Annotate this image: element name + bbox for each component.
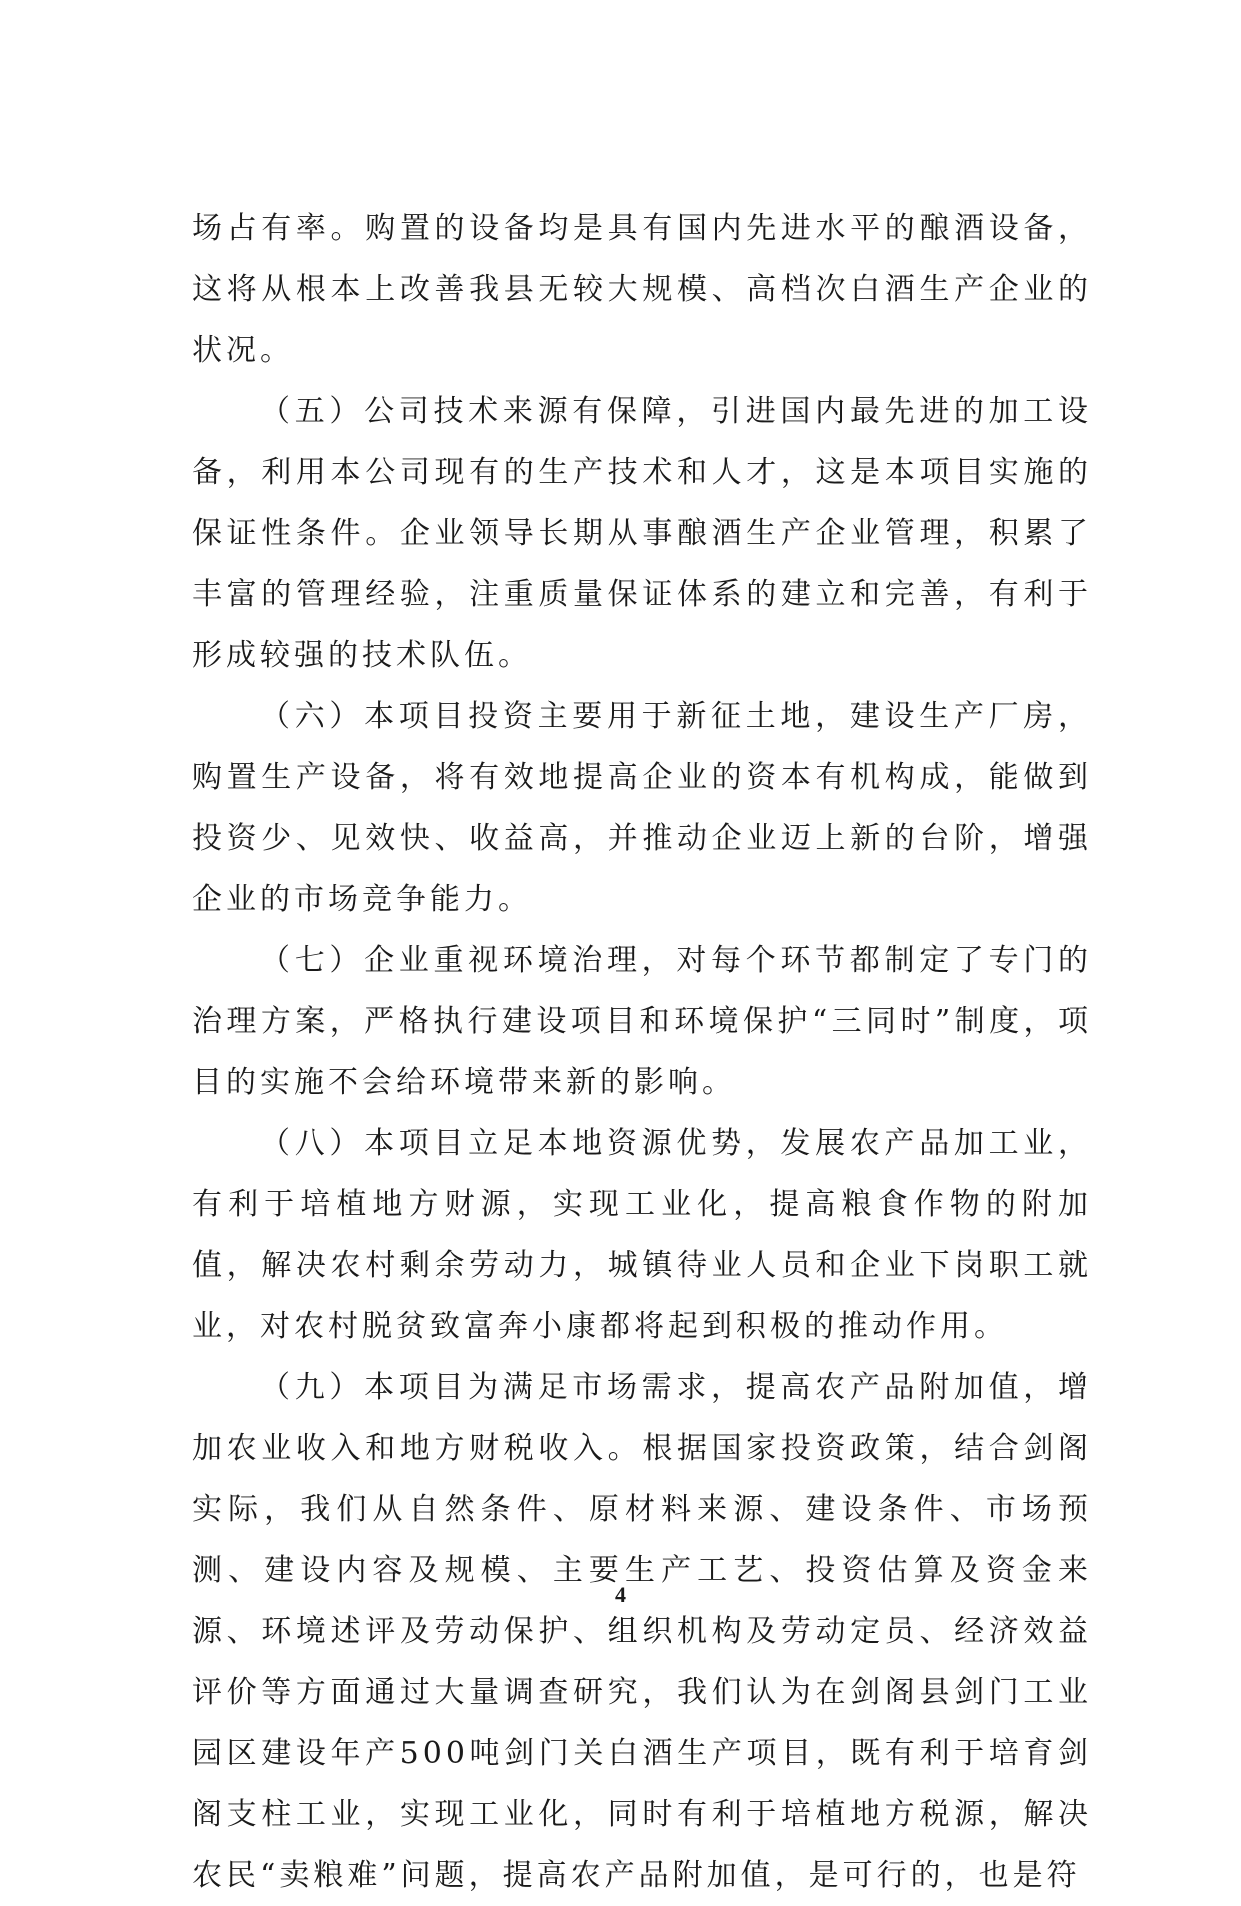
paragraph-item-5-technology: （五）公司技术来源有保障，引进国内最先进的加工设备，利用本公司现有的生产技术和人才，这是本项目实施的保证性条件。企业领导长期从事酿酒生产企业管理，积累了丰富的管理经验，注重质量保证体系的建立和完善，有利于形成较强的技术队伍。: [192, 394, 1092, 673]
paragraph-item-7-environment: （七）企业重视环境治理，对每个环节都制定了专门的治理方案，严格执行建设项目和环境保护“三同时”制度，项目的实施不会给环境带来新的影响。: [192, 943, 1092, 1100]
paragraph-item-9-feasibility: （九）本项目为满足市场需求，提高农产品附加值，增加农业收入和地方财税收入。根据国家投资政策，结合剑阁实际，我们从自然条件、原材料来源、建设条件、市场预测、建设内容及规模、主要生产工艺、投资估算及资金来源、环境述评及劳动保护、组织机构及劳动定员、经济效益评价等方面通过大量调查研究，我们认为在剑阁县剑门工业园区建设年产500吨剑门关白酒生产项目，既有利于培育剑阁支柱工业，实现工业化，同时有利于培植地方税源，解决农民“卖粮难”问题，提高农产品附加值，是可行的，也是符: [192, 1370, 1092, 1893]
paragraph-continuation: 场占有率。购置的设备均是具有国内先进水平的酿酒设备，这将从根本上改善我县无较大规模、高档次白酒生产企业的状况。: [192, 211, 1092, 368]
document-body: [192, 198, 1092, 1906]
paragraph-item-8-local-resources: （八）本项目立足本地资源优势，发展农产品加工业，有利于培植地方财源，实现工业化，提高粮食作物的附加值，解决农村剩余劳动力，城镇待业人员和企业下岗职工就业，对农村脱贫致富奔小康都将起到积极的推动作用。: [192, 1126, 1092, 1344]
page-number: 4: [615, 1582, 626, 1607]
paragraph-item-6-investment: （六）本项目投资主要用于新征土地，建设生产厂房，购置生产设备，将有效地提高企业的资本有机构成，能做到投资少、见效快、收益高，并推动企业迈上新的台阶，增强企业的市场竞争能力。: [192, 699, 1092, 917]
